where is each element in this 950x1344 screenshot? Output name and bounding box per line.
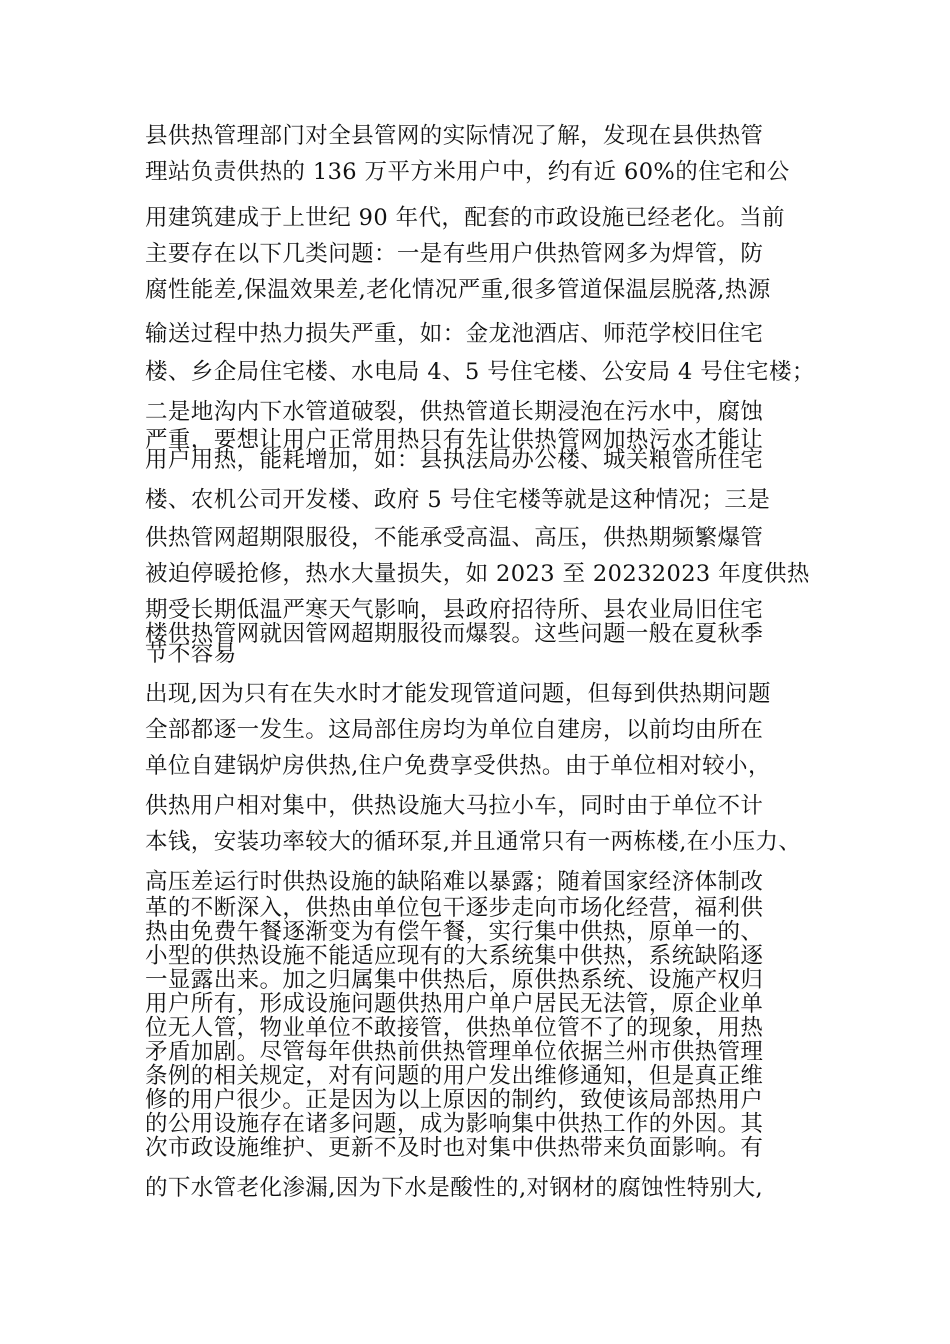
text-line-23: 革的不断深入，供热由单位包干逐步走向市场化经营，福利供 (145, 895, 764, 921)
text-line-31: 修的用户很少。正是因为以上原因的制约，致使该局部热用户 (145, 1087, 764, 1113)
text-line-7: 楼、乡企局住宅楼、水电局 4、5 号住宅楼、公安局 4 号住宅楼； (145, 359, 815, 385)
text-line-17: 出现,因为只有在失水时才能发现管道问题，但每到供热期问题 (145, 681, 771, 707)
text-line-2: 理站负责供热的 136 万平方米用户中，约有近 60%的住宅和公 (145, 159, 790, 185)
text-line-22: 高压差运行时供热设施的缺陷难以暴露；随着国家经济体制改 (145, 869, 764, 895)
text-line-34: 的下水管老化渗漏,因为下水是酸性的,对钢材的腐蚀性特别大, (145, 1175, 764, 1201)
text-line-14: 期受长期低温严寒天气影响，县政府招待所、县农业局旧住宅 (145, 597, 764, 623)
text-line-30: 条例的相关规定，对有问题的用户发出维修通知，但是真正维 (145, 1063, 764, 1089)
text-line-16: 节不容易 (145, 641, 237, 667)
text-line-25: 小型的供热设施不能适应现有的大系统集中供热，系统缺陷逐 (145, 943, 764, 969)
text-line-11: 楼、农机公司开发楼、政府 5 号住宅楼等就是这种情况；三是 (145, 487, 771, 513)
text-line-4: 主要存在以下几类问题：一是有些用户供热管网多为焊管，防 (145, 241, 764, 267)
text-line-32: 的公用设施存在诸多问题，成为影响集中供热工作的外因。其 (145, 1111, 764, 1137)
text-line-5: 腐性能差,保温效果差,老化情况严重,很多管道保温层脱落,热源 (145, 277, 771, 303)
text-line-8: 二是地沟内下水管道破裂，供热管道长期浸泡在污水中，腐蚀 (145, 399, 764, 425)
text-line-13: 被迫停暖抢修，热水大量损失，如 2023 至 20232023 年度供热 (145, 561, 810, 587)
text-line-27: 用户所有，形成设施问题供热用户单户居民无法管，原企业单 (145, 991, 764, 1017)
text-line-3: 用建筑建成于上世纪 90 年代，配套的市政设施已经老化。当前 (145, 205, 785, 231)
text-line-9: 严重，要想让用户正常用热只有先让供热管网加热污水才能让 (145, 427, 764, 453)
text-line-21: 本钱，安装功率较大的循环泵,并且通常只有一两栋楼,在小压力、 (145, 829, 802, 855)
text-line-12: 供热管网超期限服役，不能承受高温、高压，供热期频繁爆管 (145, 525, 764, 551)
text-line-15: 楼供热管网就因管网超期服役而爆裂。这些问题一般在夏秋季 (145, 621, 764, 647)
text-line-1: 县供热管理部门对全县管网的实际情况了解，发现在县供热管 (145, 123, 764, 149)
text-line-24: 热由免费午餐逐渐变为有偿午餐，实行集中供热，原单一的、 (145, 919, 764, 945)
text-line-6: 输送过程中热力损失严重，如：金龙池酒店、师范学校旧住宅 (145, 321, 764, 347)
text-line-18: 全部都逐一发生。这局部住房均为单位自建房，以前均由所在 (145, 717, 764, 743)
text-line-29: 矛盾加剧。尽管每年供热前供热管理单位依据兰州市供热管理 (145, 1039, 764, 1065)
text-line-19: 单位自建锅炉房供热,住户免费享受供热。由于单位相对较小， (145, 753, 771, 779)
text-line-10: 用户用热，能耗增加，如：县执法局办公楼、城关粮管所住宅 (145, 447, 764, 473)
text-line-28: 位无人管，物业单位不敢接管，供热单位管不了的现象，用热 (145, 1015, 764, 1041)
text-line-26: 一显露出来。加之归属集中供热后，原供热系统、设施产权归 (145, 967, 764, 993)
text-line-20: 供热用户相对集中，供热设施大马拉小车，同时由于单位不计 (145, 793, 764, 819)
text-line-33: 次市政设施维护、更新不及时也对集中供热带来负面影响。有 (145, 1135, 764, 1161)
